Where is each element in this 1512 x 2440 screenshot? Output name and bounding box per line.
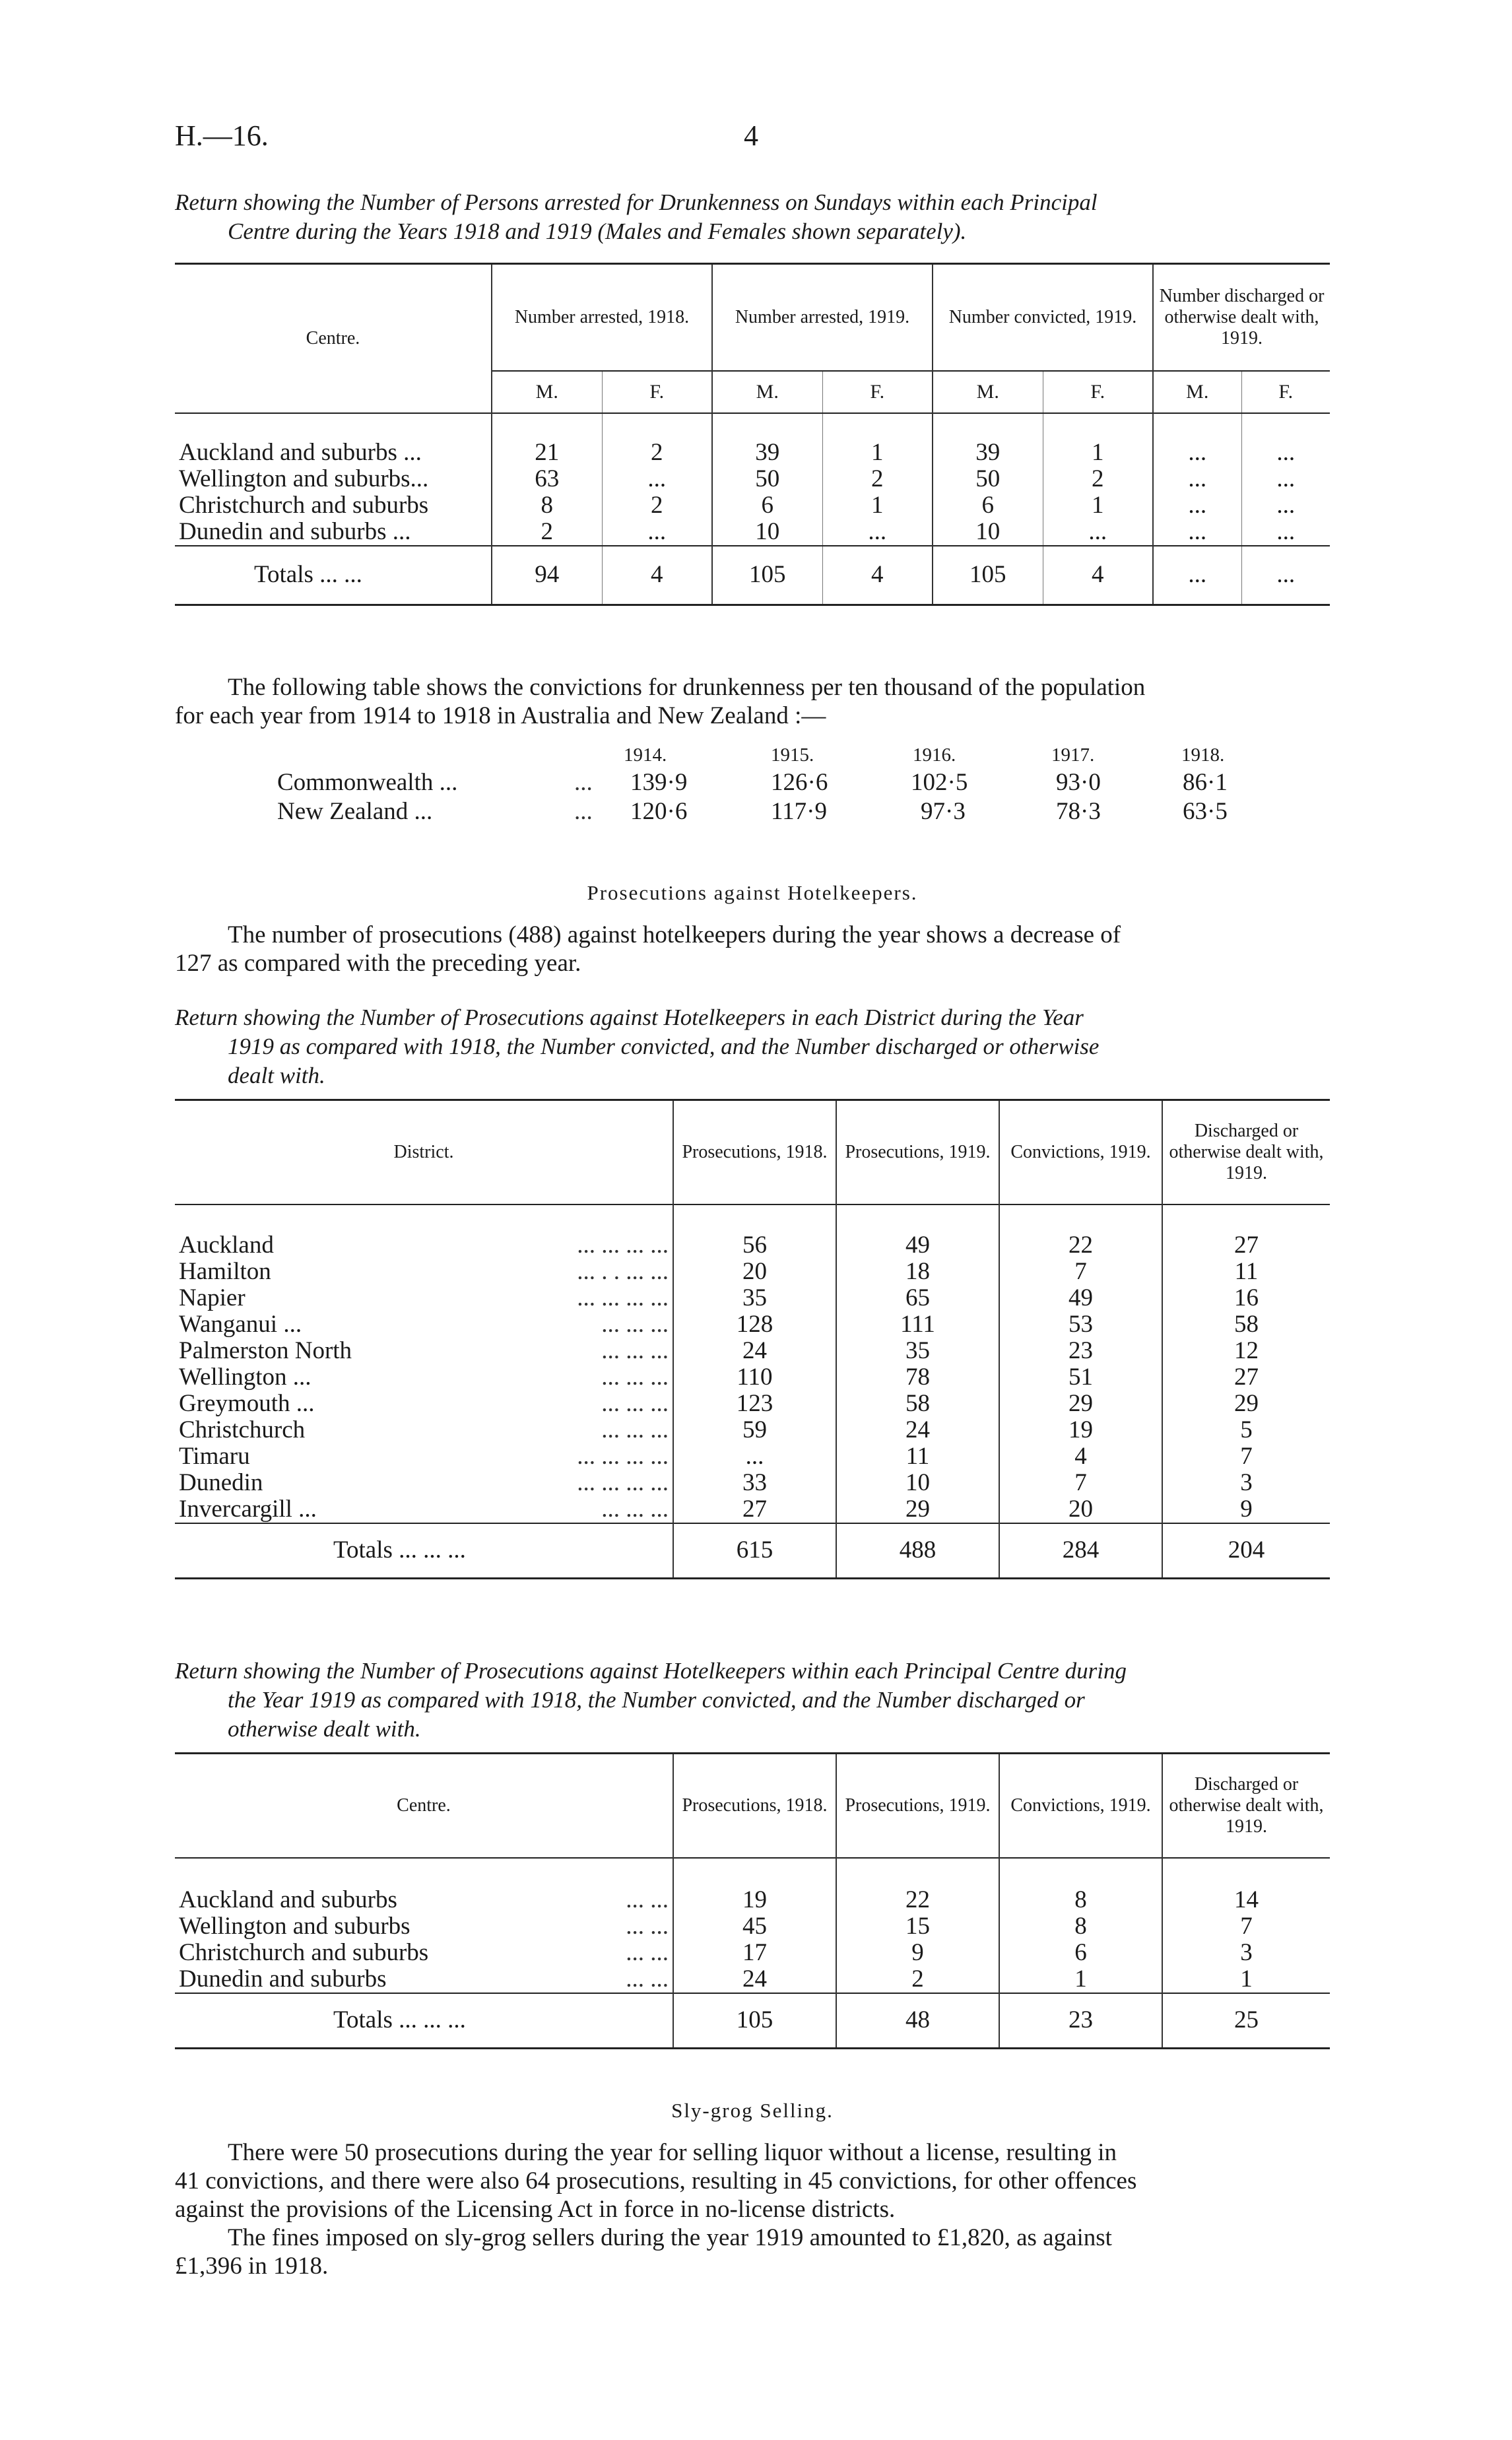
district-name: Hamilton bbox=[179, 1257, 271, 1285]
cell-value: 49 bbox=[836, 1232, 999, 1259]
table2-caption bbox=[175, 1003, 1330, 1090]
leader-dots: ... ... bbox=[626, 1886, 669, 1913]
table-row bbox=[175, 1364, 1330, 1391]
year-header: 1914. bbox=[624, 744, 667, 766]
centre-name: Dunedin and suburbs bbox=[179, 1965, 387, 1993]
sub-header-m: M. bbox=[492, 371, 602, 413]
year-header: 1915. bbox=[771, 744, 814, 766]
cell-value: 45 bbox=[673, 1913, 836, 1940]
table-row bbox=[175, 440, 1330, 466]
cell-value: ... bbox=[673, 1443, 836, 1470]
cell-value: 111 bbox=[836, 1311, 999, 1338]
population-value: 120·6 bbox=[630, 798, 688, 825]
total-value: 48 bbox=[836, 1993, 999, 2049]
cell-value: 29 bbox=[836, 1496, 999, 1523]
table-row bbox=[175, 1496, 1330, 1523]
leader-dots: ... ... ... bbox=[601, 1389, 669, 1417]
centre-name: Dunedin and suburbs ... bbox=[179, 518, 411, 545]
district-name: Napier bbox=[179, 1284, 246, 1311]
sub-header-f: F. bbox=[602, 371, 712, 413]
cell-value: 23 bbox=[999, 1338, 1162, 1364]
column-header-convictions-1919: Convictions, 1919. bbox=[999, 1754, 1162, 1858]
total-value: 105 bbox=[673, 1993, 836, 2049]
column-header-arrested-1919: Number arrested, 1919. bbox=[712, 264, 933, 371]
total-value: 488 bbox=[836, 1523, 999, 1579]
table-row bbox=[175, 1913, 1330, 1940]
leader-dots: ... ... ... ... bbox=[577, 1284, 669, 1311]
column-header-convictions-1919: Convictions, 1919. bbox=[999, 1100, 1162, 1204]
leader-dots: ... . . ... ... bbox=[577, 1257, 669, 1285]
leader-dots: ... ... bbox=[626, 1965, 669, 1993]
cell-value: 8 bbox=[492, 492, 602, 519]
table-row bbox=[175, 1470, 1330, 1496]
district-name: Christchurch bbox=[179, 1416, 306, 1443]
caption-line: Return showing the Number of Prosecutions against Hotelkeepers within each Principal Centre during bbox=[175, 1658, 1127, 1684]
population-value: 102·5 bbox=[911, 769, 968, 796]
cell-value: 50 bbox=[933, 466, 1043, 492]
district-name: Invercargill ... bbox=[179, 1495, 317, 1523]
column-header-prosecutions-1918: Prosecutions, 1918. bbox=[673, 1100, 836, 1204]
totals-row bbox=[175, 546, 1330, 605]
para-line: 127 as compared with the preceding year. bbox=[175, 950, 581, 977]
cell-value: 19 bbox=[673, 1887, 836, 1913]
cell-value: 110 bbox=[673, 1364, 836, 1391]
population-years-row bbox=[277, 744, 1267, 768]
cell-value: 24 bbox=[836, 1417, 999, 1443]
para-line: £1,396 in 1918. bbox=[175, 2253, 329, 2280]
cell-value: 9 bbox=[836, 1940, 999, 1966]
cell-value: ... bbox=[602, 519, 712, 546]
cell-value: 8 bbox=[999, 1887, 1162, 1913]
cell-value: 3 bbox=[1162, 1940, 1330, 1966]
cell-value: 10 bbox=[933, 519, 1043, 546]
cell-value: 15 bbox=[836, 1913, 999, 1940]
caption-line: Return showing the Number of Persons arrested for Drunkenness on Sundays within each Principal bbox=[175, 189, 1098, 215]
caption-line: Return showing the Number of Prosecutions against Hotelkeepers in each District during the Year bbox=[175, 1005, 1084, 1030]
table-row bbox=[175, 1338, 1330, 1364]
population-value: 86·1 bbox=[1183, 769, 1228, 796]
leader-dots: ... ... ... bbox=[601, 1495, 669, 1523]
column-header-discharged-1919: Discharged or otherwise dealt with, 1919. bbox=[1162, 1100, 1330, 1204]
cell-value: 29 bbox=[1162, 1391, 1330, 1417]
cell-value: 19 bbox=[999, 1417, 1162, 1443]
year-header: 1918. bbox=[1181, 744, 1225, 766]
district-name: Dunedin bbox=[179, 1468, 263, 1496]
population-row bbox=[277, 797, 1267, 826]
totals-label: Totals ... ... ... bbox=[333, 1536, 466, 1564]
column-header-centre: Centre. bbox=[397, 1795, 451, 1816]
cell-value: 35 bbox=[673, 1285, 836, 1311]
centre-name: Christchurch and suburbs bbox=[179, 1938, 429, 1966]
total-value: 23 bbox=[999, 1993, 1162, 2049]
para-line: There were 50 prosecutions during the year for selling liquor without a license, resulting in bbox=[228, 2139, 1117, 2166]
cell-value: 1 bbox=[822, 440, 933, 466]
leader-dots: ... ... ... bbox=[601, 1363, 669, 1391]
cell-value: 22 bbox=[836, 1887, 999, 1913]
cell-value: 51 bbox=[999, 1364, 1162, 1391]
population-value: 93·0 bbox=[1056, 769, 1101, 796]
cell-value: 49 bbox=[999, 1285, 1162, 1311]
prosecutions-paragraph bbox=[175, 921, 1330, 977]
population-value: 117·9 bbox=[771, 798, 827, 825]
table-row bbox=[175, 1443, 1330, 1470]
cell-value: 7 bbox=[1162, 1913, 1330, 1940]
district-name: Auckland bbox=[179, 1231, 274, 1259]
caption-line: dealt with. bbox=[228, 1063, 325, 1088]
cell-value: ... bbox=[1241, 519, 1330, 546]
population-label: Commonwealth ... bbox=[277, 769, 458, 796]
cell-value: 8 bbox=[999, 1913, 1162, 1940]
cell-value: 29 bbox=[999, 1391, 1162, 1417]
cell-value: 27 bbox=[1162, 1364, 1330, 1391]
cell-value: ... bbox=[1241, 440, 1330, 466]
table-row bbox=[175, 1940, 1330, 1966]
table-row bbox=[175, 1311, 1330, 1338]
cell-value: 78 bbox=[836, 1364, 999, 1391]
total-value: 204 bbox=[1162, 1523, 1330, 1579]
centre-name: Wellington and suburbs... bbox=[179, 465, 429, 492]
cell-value: 22 bbox=[999, 1232, 1162, 1259]
table-row bbox=[175, 1259, 1330, 1285]
sly-grog-paragraph bbox=[175, 2138, 1330, 2280]
cell-value: 1 bbox=[1162, 1966, 1330, 1993]
cell-value: ... bbox=[1043, 519, 1153, 546]
cell-value: 1 bbox=[822, 492, 933, 519]
sub-header-f: F. bbox=[1241, 371, 1330, 413]
leader-dots: ... ... ... bbox=[601, 1310, 669, 1338]
population-row bbox=[277, 768, 1267, 797]
para-line: The following table shows the convictions for drunkenness per ten thousand of the population bbox=[228, 674, 1146, 701]
year-header: 1916. bbox=[913, 744, 956, 766]
caption-line: 1919 as compared with 1918, the Number convicted, and the Number discharged or otherwise bbox=[228, 1034, 1100, 1059]
cell-value: 2 bbox=[602, 492, 712, 519]
column-header-convicted-1919: Number convicted, 1919. bbox=[933, 264, 1153, 371]
population-intro bbox=[175, 673, 1330, 730]
table-district-prosecutions bbox=[175, 1099, 1330, 1579]
total-value: 94 bbox=[492, 546, 602, 605]
column-header-prosecutions-1918: Prosecutions, 1918. bbox=[673, 1754, 836, 1858]
leader-dots: ... ... bbox=[626, 1938, 669, 1966]
cell-value: 1 bbox=[999, 1966, 1162, 1993]
leader-dots: ... ... ... ... bbox=[577, 1468, 669, 1496]
year-header: 1917. bbox=[1051, 744, 1095, 766]
cell-value: 17 bbox=[673, 1940, 836, 1966]
column-header-discharged-1919: Number discharged or otherwise dealt with, 1919. bbox=[1153, 264, 1330, 371]
cell-value: 20 bbox=[673, 1259, 836, 1285]
leader-dots: ... ... ... bbox=[601, 1416, 669, 1443]
cell-value: 2 bbox=[822, 466, 933, 492]
table1-caption bbox=[175, 188, 1330, 246]
centre-name: Auckland and suburbs ... bbox=[179, 439, 422, 466]
cell-value: 128 bbox=[673, 1311, 836, 1338]
cell-value: ... bbox=[1153, 466, 1241, 492]
cell-value: 59 bbox=[673, 1417, 836, 1443]
totals-label: Totals ... ... bbox=[254, 561, 362, 589]
para-line: for each year from 1914 to 1918 in Australia and New Zealand :— bbox=[175, 702, 826, 729]
district-name: Wellington ... bbox=[179, 1363, 312, 1391]
table3-caption bbox=[175, 1657, 1330, 1744]
cell-value: 35 bbox=[836, 1338, 999, 1364]
cell-value: ... bbox=[1153, 492, 1241, 519]
cell-value: 33 bbox=[673, 1470, 836, 1496]
population-label: New Zealand ... bbox=[277, 798, 433, 825]
table-row bbox=[175, 1232, 1330, 1259]
column-header-prosecutions-1919: Prosecutions, 1919. bbox=[836, 1100, 999, 1204]
sub-header-m: M. bbox=[712, 371, 822, 413]
total-value: ... bbox=[1153, 546, 1241, 605]
cell-value: 5 bbox=[1162, 1417, 1330, 1443]
total-value: 4 bbox=[1043, 546, 1153, 605]
cell-value: 123 bbox=[673, 1391, 836, 1417]
total-value: ... bbox=[1241, 546, 1330, 605]
table-row bbox=[175, 466, 1330, 492]
total-value: 615 bbox=[673, 1523, 836, 1579]
column-header-district: District. bbox=[393, 1141, 454, 1162]
caption-line: Centre during the Years 1918 and 1919 (Males and Females shown separately). bbox=[228, 218, 967, 244]
table-row bbox=[175, 492, 1330, 519]
cell-value: 2 bbox=[836, 1966, 999, 1993]
para-line: against the provisions of the Licensing Act in force in no-license districts. bbox=[175, 2196, 896, 2223]
cell-value: 58 bbox=[836, 1391, 999, 1417]
totals-row bbox=[175, 1523, 1330, 1579]
cell-value: 6 bbox=[712, 492, 822, 519]
cell-value: 16 bbox=[1162, 1285, 1330, 1311]
district-name: Palmerston North bbox=[179, 1336, 352, 1364]
para-line: The fines imposed on sly-grog sellers during the year 1919 amounted to £1,820, as against bbox=[228, 2224, 1112, 2251]
district-name: Timaru bbox=[179, 1442, 250, 1470]
leader-dots: ... ... ... bbox=[601, 1336, 669, 1364]
sub-header-m: M. bbox=[1153, 371, 1241, 413]
district-name: Wanganui ... bbox=[179, 1310, 302, 1338]
cell-value: 27 bbox=[673, 1496, 836, 1523]
leader-dots: ... ... ... ... bbox=[577, 1231, 669, 1259]
population-value: 63·5 bbox=[1183, 798, 1228, 825]
cell-value: 21 bbox=[492, 440, 602, 466]
cell-value: 6 bbox=[999, 1940, 1162, 1966]
cell-value: 27 bbox=[1162, 1232, 1330, 1259]
cell-value: 7 bbox=[1162, 1443, 1330, 1470]
cell-value: 18 bbox=[836, 1259, 999, 1285]
total-value: 105 bbox=[712, 546, 822, 605]
sub-header-m: M. bbox=[933, 371, 1043, 413]
cell-value: 53 bbox=[999, 1311, 1162, 1338]
cell-value: 2 bbox=[492, 519, 602, 546]
cell-value: 14 bbox=[1162, 1887, 1330, 1913]
cell-value: 3 bbox=[1162, 1470, 1330, 1496]
column-header-centre: Centre. bbox=[306, 327, 360, 348]
caption-line: the Year 1919 as compared with 1918, the Number convicted, and the Number discharged or bbox=[228, 1687, 1085, 1713]
cell-value: 39 bbox=[712, 440, 822, 466]
table-centre-prosecutions bbox=[175, 1752, 1330, 2049]
cell-value: 1 bbox=[1043, 492, 1153, 519]
page-number: 4 bbox=[744, 119, 758, 152]
cell-value: 63 bbox=[492, 466, 602, 492]
total-value: 105 bbox=[933, 546, 1043, 605]
sub-header-f: F. bbox=[1043, 371, 1153, 413]
population-table bbox=[277, 744, 1267, 826]
cell-value: ... bbox=[1153, 519, 1241, 546]
table-row bbox=[175, 1417, 1330, 1443]
para-line: 41 convictions, and there were also 64 prosecutions, resulting in 45 convictions, for other offences bbox=[175, 2167, 1137, 2194]
cell-value: 2 bbox=[602, 440, 712, 466]
table-row bbox=[175, 1391, 1330, 1417]
section-heading-sly-grog: Sly-grog Selling. bbox=[671, 2099, 834, 2122]
cell-value: 9 bbox=[1162, 1496, 1330, 1523]
cell-value: 56 bbox=[673, 1232, 836, 1259]
table-row bbox=[175, 519, 1330, 546]
cell-value: 1 bbox=[1043, 440, 1153, 466]
cell-value: 4 bbox=[999, 1443, 1162, 1470]
total-value: 284 bbox=[999, 1523, 1162, 1579]
leader-dots: ... bbox=[574, 798, 593, 825]
cell-value: 24 bbox=[673, 1966, 836, 1993]
total-value: 4 bbox=[602, 546, 712, 605]
cell-value: 20 bbox=[999, 1496, 1162, 1523]
population-value: 78·3 bbox=[1056, 798, 1101, 825]
section-heading-prosecutions: Prosecutions against Hotelkeepers. bbox=[587, 881, 918, 904]
totals-row bbox=[175, 1993, 1330, 2049]
cell-value: 58 bbox=[1162, 1311, 1330, 1338]
table-row bbox=[175, 1887, 1330, 1913]
table-row bbox=[175, 1966, 1330, 1993]
totals-label: Totals ... ... ... bbox=[333, 2006, 466, 2034]
table-row bbox=[175, 1285, 1330, 1311]
cell-value: 39 bbox=[933, 440, 1043, 466]
table-sunday-drunkenness bbox=[175, 263, 1330, 606]
caption-line: otherwise dealt with. bbox=[228, 1716, 421, 1742]
population-value: 126·6 bbox=[771, 769, 828, 796]
cell-value: ... bbox=[822, 519, 933, 546]
cell-value: ... bbox=[1153, 440, 1241, 466]
cell-value: 2 bbox=[1043, 466, 1153, 492]
column-header-discharged-1919: Discharged or otherwise dealt with, 1919. bbox=[1162, 1754, 1330, 1858]
para-line: The number of prosecutions (488) against hotelkeepers during the year shows a decrease of bbox=[228, 921, 1121, 948]
centre-name: Wellington and suburbs bbox=[179, 1912, 411, 1940]
cell-value: 24 bbox=[673, 1338, 836, 1364]
report-code: H.—16. bbox=[175, 119, 269, 152]
total-value: 25 bbox=[1162, 1993, 1330, 2049]
centre-name: Christchurch and suburbs bbox=[179, 492, 429, 519]
cell-value: 11 bbox=[1162, 1259, 1330, 1285]
cell-value: 12 bbox=[1162, 1338, 1330, 1364]
cell-value: 10 bbox=[712, 519, 822, 546]
cell-value: 50 bbox=[712, 466, 822, 492]
leader-dots: ... ... bbox=[626, 1912, 669, 1940]
cell-value: 7 bbox=[999, 1470, 1162, 1496]
cell-value: 65 bbox=[836, 1285, 999, 1311]
leader-dots: ... bbox=[574, 769, 593, 796]
column-header-arrested-1918: Number arrested, 1918. bbox=[492, 264, 712, 371]
district-name: Greymouth ... bbox=[179, 1389, 315, 1417]
column-header-prosecutions-1919: Prosecutions, 1919. bbox=[836, 1754, 999, 1858]
page-header bbox=[175, 119, 1330, 165]
cell-value: ... bbox=[602, 466, 712, 492]
cell-value: 6 bbox=[933, 492, 1043, 519]
cell-value: ... bbox=[1241, 492, 1330, 519]
population-value: 97·3 bbox=[921, 798, 966, 825]
cell-value: 10 bbox=[836, 1470, 999, 1496]
cell-value: 11 bbox=[836, 1443, 999, 1470]
population-value: 139·9 bbox=[630, 769, 688, 796]
cell-value: ... bbox=[1241, 466, 1330, 492]
centre-name: Auckland and suburbs bbox=[179, 1886, 397, 1913]
sub-header-f: F. bbox=[822, 371, 933, 413]
total-value: 4 bbox=[822, 546, 933, 605]
leader-dots: ... ... ... ... bbox=[577, 1442, 669, 1470]
cell-value: 7 bbox=[999, 1259, 1162, 1285]
